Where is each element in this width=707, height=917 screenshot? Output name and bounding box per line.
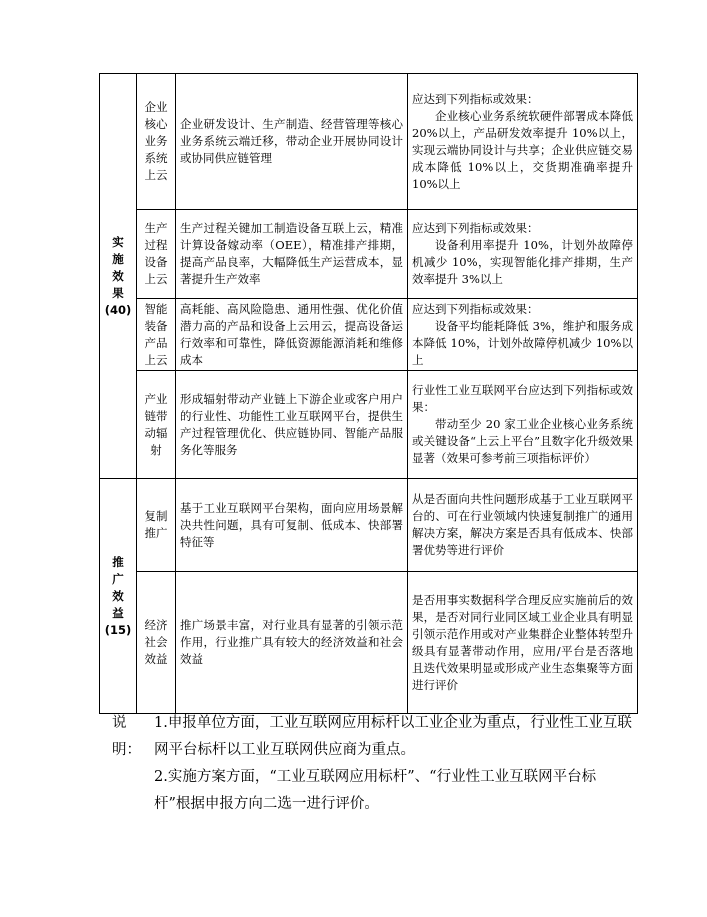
description-cell: 形成辐射带动产业链上下游企业或客户用户的行业性、功能性工业互联网平台，提供生产过程管理优化、供应链协同、智能产品服务化等服务 bbox=[176, 371, 408, 479]
category-cell: 实 施 效 果 (40) bbox=[100, 74, 137, 479]
criteria-cell: 是否用事实数据科学合理反应实施前后的效果，是否对同行业同区域工业企业具有明显引领示范作用或对产业集群企业整体转型升级具有显著带动作用，应用/平台是否落地且迭代效果明显或形成产业生态集聚等方面进行评价 bbox=[408, 572, 638, 714]
subcategory-cell: 经济 社会 效益 bbox=[137, 572, 176, 714]
description-cell: 高耗能、高风险隐患、通用性强、优化价值潜力高的产品和设备上云用云，提高设备运行效率和可靠性，降低资源能源消耗和维修成本 bbox=[176, 299, 408, 371]
description-cell: 生产过程关键加工制造设备互联上云，精准计算设备嫁动率（OEE），精准排产排期，提高产品良率，大幅降低生产运营成本，显著提升生产效率 bbox=[176, 210, 408, 299]
evaluation-table bbox=[99, 73, 638, 714]
subcategory-cell: 智能 装备 产品 上云 bbox=[137, 299, 176, 371]
table-row bbox=[100, 210, 638, 299]
description-cell: 基于工业互联网平台架构，面向应用场景解决共性问题，具有可复制、低成本、快部署特征等 bbox=[176, 479, 408, 572]
table-row bbox=[100, 371, 638, 479]
criteria-cell: 从是否面向共性问题形成基于工业互联网平台的、可在行业领域内快速复制推广的通用解决方案，解决方案是否具有低成本、快部署优势等进行评价 bbox=[408, 479, 638, 572]
criteria-body: 企业核心业务系统软硬件部署成本降低 20%以上，产品研发效率提升 10%以上，实现云端协同设计与共享；企业供应链交易成本降低 10%以上，交货期准确率提升 10%以上 bbox=[412, 108, 633, 191]
category-cell: 推 广 效 益 (15) bbox=[100, 479, 137, 714]
description-cell: 企业研发设计、生产制造、经营管理等核心业务系统云端迁移，带动企业开展协同设计或协同供应链管理 bbox=[176, 74, 408, 210]
criteria-body: 设备利用率提升 10%，计划外故障停机减少 10%，实现智能化排产排期，生产效率提升 3%以上 bbox=[412, 238, 633, 286]
criteria-body: 设备平均能耗降低 3%，维护和服务成本降低 10%，计划外故障停机减少 10%以上 bbox=[412, 318, 633, 367]
subcategory-cell: 生产 过程 设备 上云 bbox=[137, 210, 176, 299]
table-row bbox=[100, 479, 638, 572]
table-row bbox=[100, 299, 638, 371]
description-cell: 推广场景丰富，对行业具有显著的引领示范作用，行业推广具有较大的经济效益和社会效益 bbox=[176, 572, 408, 714]
criteria-head: 行业性工业互联网平台应达到下列指标或效果： bbox=[412, 383, 633, 414]
criteria-body: 带动至少 20 家工业企业核心业务系统或关键设备“上云上平台”且数字化升级效果显著（效果可参考前三项指标评价） bbox=[412, 417, 633, 465]
criteria-cell bbox=[408, 371, 638, 479]
subcategory-cell: 产业 链带 动辐 射 bbox=[137, 371, 176, 479]
criteria-cell bbox=[408, 210, 638, 299]
criteria-cell bbox=[408, 299, 638, 371]
subcategory-cell: 企业 核心 业务 系统 上云 bbox=[137, 74, 176, 210]
table-row bbox=[100, 74, 638, 210]
note-item-1: 1.申报单位方面，工业互联网应用标杆以工业企业为重点，行业性工业互联网平台标杆以工业互联网供应商为重点。 bbox=[154, 715, 632, 758]
note-item-2: 2.实施方案方面，“工业互联网应用标杆”、“行业性工业互联网平台标杆”根据申报方向二选一进行评价。 bbox=[154, 769, 597, 812]
subcategory-cell: 复制 推广 bbox=[137, 479, 176, 572]
criteria-head: 应达到下列指标或效果： bbox=[412, 221, 539, 235]
criteria-head: 应达到下列指标或效果： bbox=[412, 301, 539, 316]
notes bbox=[112, 710, 632, 818]
criteria-cell bbox=[408, 74, 638, 210]
table-row bbox=[100, 572, 638, 714]
criteria-head: 应达到下列指标或效果： bbox=[412, 91, 539, 106]
notes-label: 说明： bbox=[112, 715, 141, 758]
